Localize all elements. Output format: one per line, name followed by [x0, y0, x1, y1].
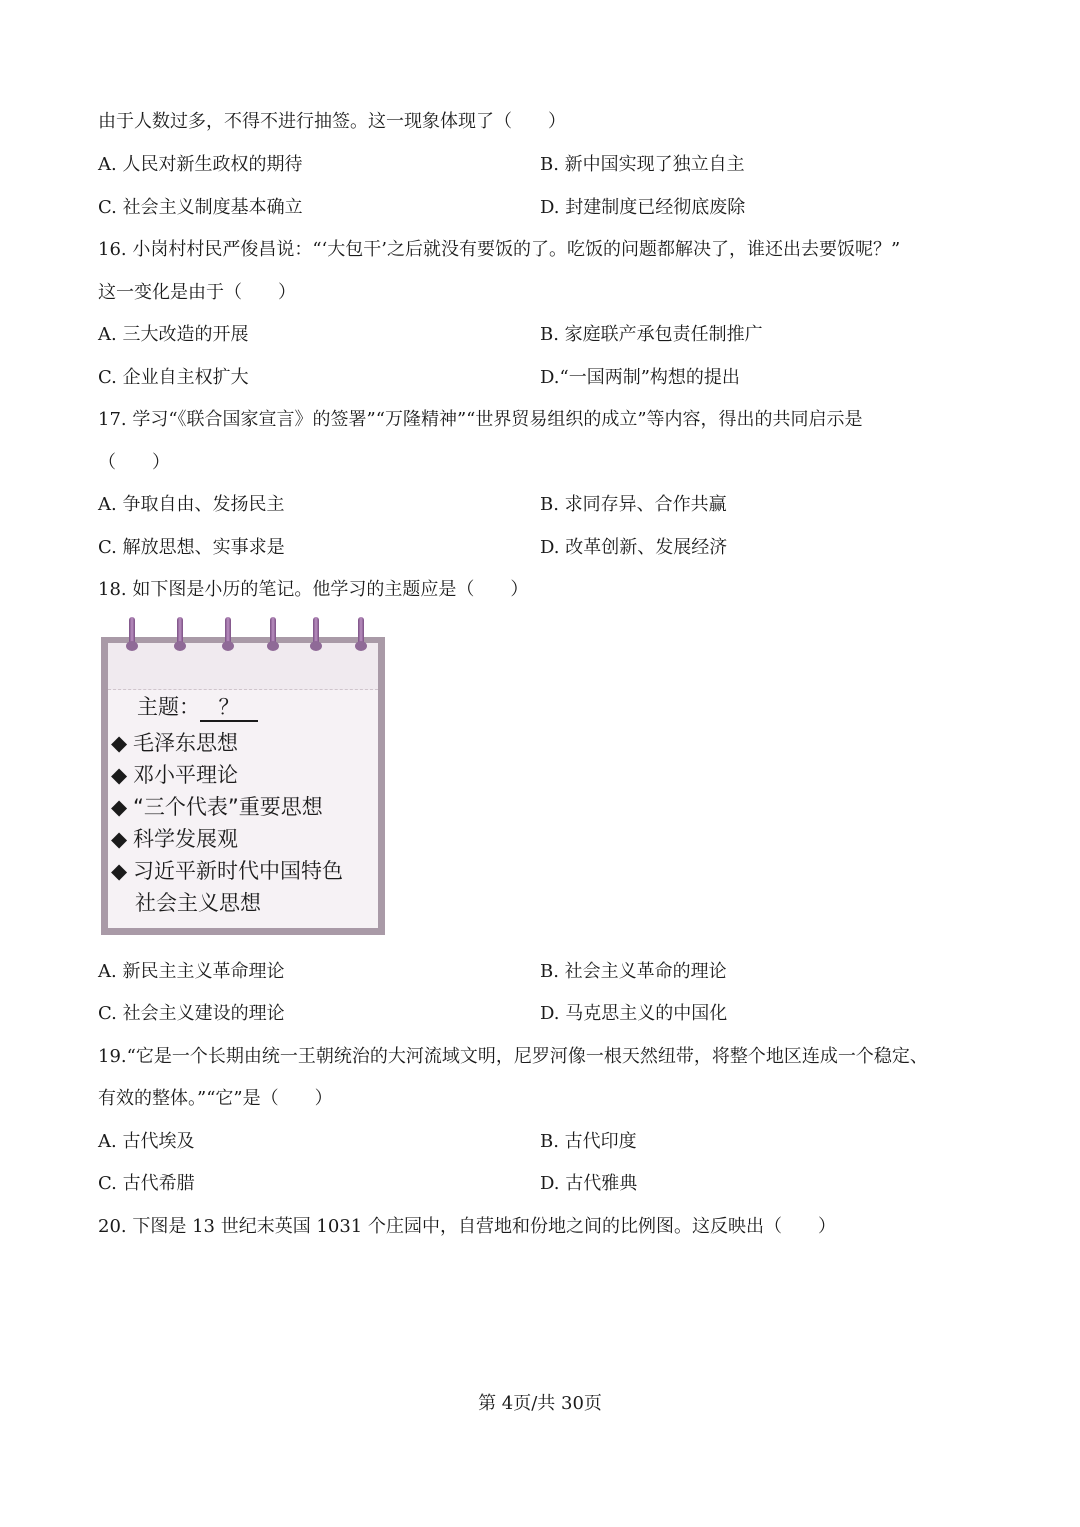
notebook-item-text: “三个代表”重要思想	[133, 795, 323, 819]
notebook-item-text: 习近平新时代中国特色	[133, 859, 343, 883]
diamond-bullet-icon: ◆	[111, 763, 128, 787]
q19-option-b: B. 古代印度	[540, 1131, 637, 1152]
q17-option-a: A. 争取自由、发扬民主	[98, 494, 285, 515]
notebook-title-label: 主题：	[137, 695, 200, 719]
notebook-item-text: 科学发展观	[133, 827, 238, 851]
q16-option-c: C. 企业自主权扩大	[98, 367, 249, 388]
q17-option-c: C. 解放思想、实事求是	[98, 537, 285, 558]
q15-option-b: B. 新中国实现了独立自主	[540, 154, 745, 175]
spiral-ring-icon	[355, 617, 367, 653]
diamond-bullet-icon: ◆	[111, 731, 128, 755]
question-19-stem: 19.“它是一个长期由统一王朝统治的大河流域文明，尼罗河像一根天然纽带，将整个地区连成一个稳定、	[98, 1046, 928, 1067]
spiral-ring-icon	[126, 617, 138, 653]
question-20-stem: 20. 下图是 13 世纪末英国 1031 个庄园中，自营地和份地之间的比例图。这反映出（ ）	[98, 1216, 836, 1237]
q18-option-a: A. 新民主主义革命理论	[98, 961, 285, 982]
q18-option-d: D. 马克思主义的中国化	[540, 1003, 728, 1024]
notebook-item	[111, 727, 343, 759]
spiral-ring-icon	[267, 617, 279, 653]
q18-option-b: B. 社会主义革命的理论	[540, 961, 727, 982]
diamond-bullet-icon: ◆	[111, 795, 128, 819]
diamond-bullet-icon: ◆	[111, 859, 128, 883]
q16-option-a: A. 三大改造的开展	[98, 324, 249, 345]
q17-option-d: D. 改革创新、发展经济	[540, 537, 728, 558]
notebook-header-strip	[108, 643, 378, 690]
spiral-ring-icon	[174, 617, 186, 653]
q15-option-c: C. 社会主义制度基本确立	[98, 197, 303, 218]
spiral-ring-icon	[222, 617, 234, 653]
notebook-list	[111, 727, 343, 919]
notebook-item	[111, 855, 343, 887]
notebook-title-blank: ？	[200, 694, 258, 722]
q15-option-d: D. 封建制度已经彻底废除	[540, 197, 746, 218]
notebook-item-text: 邓小平理论	[133, 763, 238, 787]
q19-option-c: C. 古代希腊	[98, 1173, 195, 1194]
question-16-stem-cont: 这一变化是由于（ ）	[98, 282, 296, 303]
notebook-item-continuation: 社会主义思想	[135, 891, 261, 915]
q16-option-b: B. 家庭联产承包责任制推广	[540, 324, 763, 345]
q17-option-b: B. 求同存异、合作共赢	[540, 494, 727, 515]
question-18-stem: 18. 如下图是小历的笔记。他学习的主题应是（ ）	[98, 579, 529, 600]
spiral-ring-icon	[310, 617, 322, 653]
q19-option-a: A. 古代埃及	[98, 1131, 195, 1152]
q19-option-d: D. 古代雅典	[540, 1173, 638, 1194]
diamond-bullet-icon: ◆	[111, 827, 128, 851]
question-16-stem: 16. 小岗村村民严俊昌说：“‘大包干’之后就没有要饭的了。吃饭的问题都解决了，谁还出去要饭呢？”	[98, 239, 901, 260]
question-17-stem-cont: （ ）	[98, 452, 170, 473]
q15-option-a: A. 人民对新生政权的期待	[98, 154, 303, 175]
notebook-item	[111, 791, 343, 823]
notebook-item	[111, 823, 343, 855]
notebook-figure	[101, 627, 385, 935]
page-number-footer: 第 4页/共 30页	[478, 1393, 602, 1414]
question-19-stem-cont: 有效的整体。”“它”是（ ）	[98, 1088, 333, 1109]
notebook-item	[111, 759, 343, 791]
notebook-item-text: 毛泽东思想	[133, 731, 238, 755]
question-15-stem-tail: 由于人数过多，不得不进行抽签。这一现象体现了（ ）	[98, 111, 566, 132]
q18-option-c: C. 社会主义建设的理论	[98, 1003, 285, 1024]
question-17-stem: 17. 学习“《联合国家宣言》的签署”“万隆精神”“世界贸易组织的成立”等内容，得出的共同启示是	[98, 409, 863, 430]
notebook-title	[137, 691, 258, 723]
q16-option-d: D.“一国两制”构想的提出	[540, 367, 740, 388]
